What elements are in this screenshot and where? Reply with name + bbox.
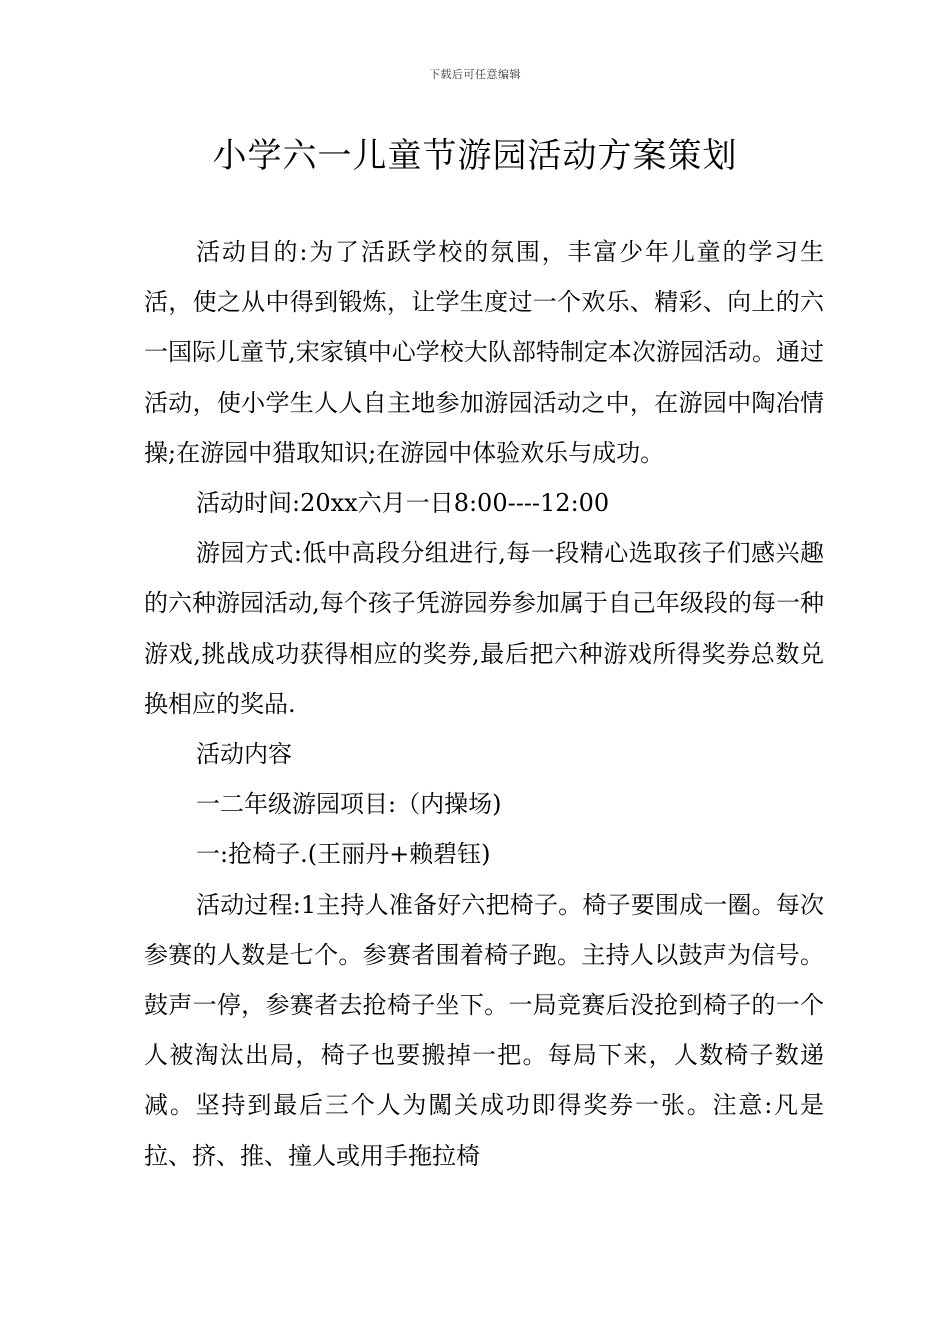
paragraph-method: 游园方式:低中高段分组进行,每一段精心选取孩子们感兴趣的六种游园活动,每个孩子凭游园券参加属于自己年级段的每一种游戏,挑战成功获得相应的奖券,最后把六种游戏所得奖券总数兑换相应的奖品.: [144, 539, 824, 718]
paragraph-content-heading: 活动内容: [196, 740, 292, 769]
paragraph-item1-heading: 一:抢椅子.(王丽丹+赖碧钰): [196, 840, 491, 869]
document-body: [144, 227, 824, 1181]
paragraph-time: 活动时间:20xx六月一日8:00----12:00: [196, 489, 610, 518]
paragraph-purpose: 活动目的:为了活跃学校的氛围，丰富少年儿童的学习生活，使之从中得到锻炼，让学生度过一个欢乐、精彩、向上的六一国际儿童节,宋家镇中心学校大队部特制定本次游园活动。通过活动，使小学生人人自主地参加游园活动之中，在游园中陶冶情操;在游园中猎取知识;在游园中体验欢乐与成功。: [144, 238, 824, 467]
paragraph-item1-process: 活动过程:1主持人准备好六把椅子。椅子要围成一圈。每次参赛的人数是七个。参赛者围着椅子跑。主持人以鼓声为信号。鼓声一停，参赛者去抢椅子坐下。一局竞赛后没抢到椅子的一个人被淘汰出局，椅子也要搬掉一把。每局下来，人数椅子数递减。坚持到最后三个人为闖关成功即得奖券一张。注意:凡是拉、挤、推、撞人或用手拖拉椅: [144, 890, 824, 1170]
paragraph-grade12-heading: 一二年级游园项目:（内操场): [196, 790, 502, 819]
document-title: 小学六一儿童节游园活动方案策划: [212, 136, 738, 176]
header-note: 下载后可任意编辑: [429, 68, 521, 81]
